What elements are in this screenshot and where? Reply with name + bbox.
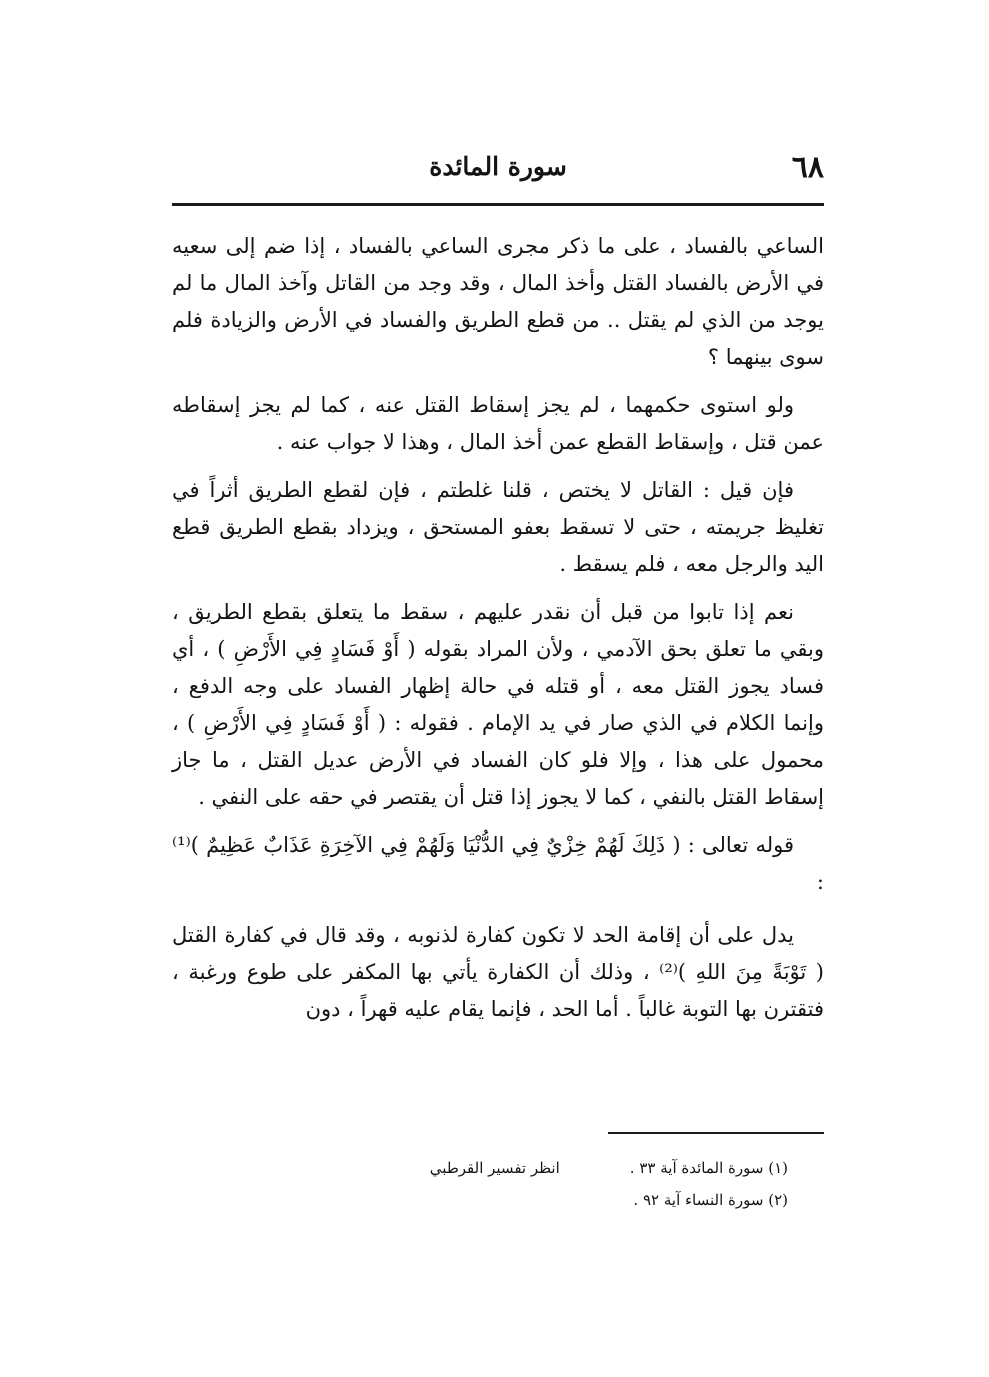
page-header <box>172 146 824 192</box>
paragraph: فإن قيل : القاتل لا يختص ، قلنا غلطتم ، فإن لقطع الطريق أثراً في تغليظ جريمته ، حتى لا تسقط بعفو المستحق ، ويزداد بقطع الطريق قطع اليد والرجل معه ، فلم يسقط . <box>172 478 824 576</box>
page-number: ٦٨ <box>791 150 824 185</box>
header-rule <box>172 203 824 206</box>
paragraph: الساعي بالفساد ، على ما ذكر مجرى الساعي بالفساد ، إذا ضم إلى سعيه في الأرض بالفساد القتل وأخذ المال ، وقد وجد من القاتل وآخذ المال ما لم يوجد من الذي لم يقتل .. من قطع الطريق والفساد في الأرض والزيادة فلم سوى بينهما ؟ <box>172 234 824 369</box>
footnote-1-reference: (١) سورة المائدة آية ٣٣ . <box>629 1159 788 1177</box>
footnote-2-reference: (٢) سورة النساء آية ٩٢ . <box>633 1191 788 1209</box>
paragraph: يدل على أن إقامة الحد لا تكون كفارة لذنوبه ، وقد قال في كفارة القتل ( تَوْبَةً مِنَ اللهِ )⁽²⁾ ، وذلك أن الكفارة يأتي بها المكفر على طوع ورغبة ، فتقترن بها التوبة غالباً . أما الحد ، فإنما يقام عليه قهراً ، دون <box>172 923 824 1021</box>
paragraph: نعم إذا تابوا من قبل أن نقدر عليهم ، سقط ما يتعلق بقطع الطريق ، وبقي ما تعلق بحق الآدمي ، ولأن المراد بقوله ( أَوْ فَسَادٍ فِي الأَرْضِ ) ، أي فساد يجوز القتل معه ، أو قتله في حالة إظهار الفساد على وجه الدفع ، وإنما الكلام في الذي صار في يد الإمام . فقوله : ( أَوْ فَسَادٍ فِي الأَرْضِ ) ، محمول على هذا ، وإلا فلو كان الفساد في الأرض عديل القتل ، ما جاز إسقاط القتل بالنفي ، كما لا يجوز إذا قتل أن يقتصر في حقه على النفي . <box>172 600 824 809</box>
verse-heading: قوله تعالى : ( ذَلِكَ لَهُمْ خِزْيٌ فِي الدُّنْيَا وَلَهُمْ فِي الآخِرَةِ عَذَابٌ عَظِيمٌ )⁽¹⁾ : <box>172 833 824 894</box>
paragraph: ولو استوى حكمهما ، لم يجز إسقاط القتل عنه ، كما لم يجز إسقاطه عمن قتل ، وإسقاط القطع عمن أخذ المال ، وهذا لا جواب عنه . <box>172 393 824 454</box>
running-title: سورة المائدة <box>429 152 567 181</box>
footnote-1 <box>300 1152 788 1184</box>
footnote-2 <box>300 1184 788 1216</box>
footnote-rule <box>608 1132 824 1134</box>
footnote-1-note: انظر تفسير القرطبي <box>429 1159 560 1177</box>
footnotes <box>300 1152 788 1216</box>
body-text <box>172 228 824 1039</box>
